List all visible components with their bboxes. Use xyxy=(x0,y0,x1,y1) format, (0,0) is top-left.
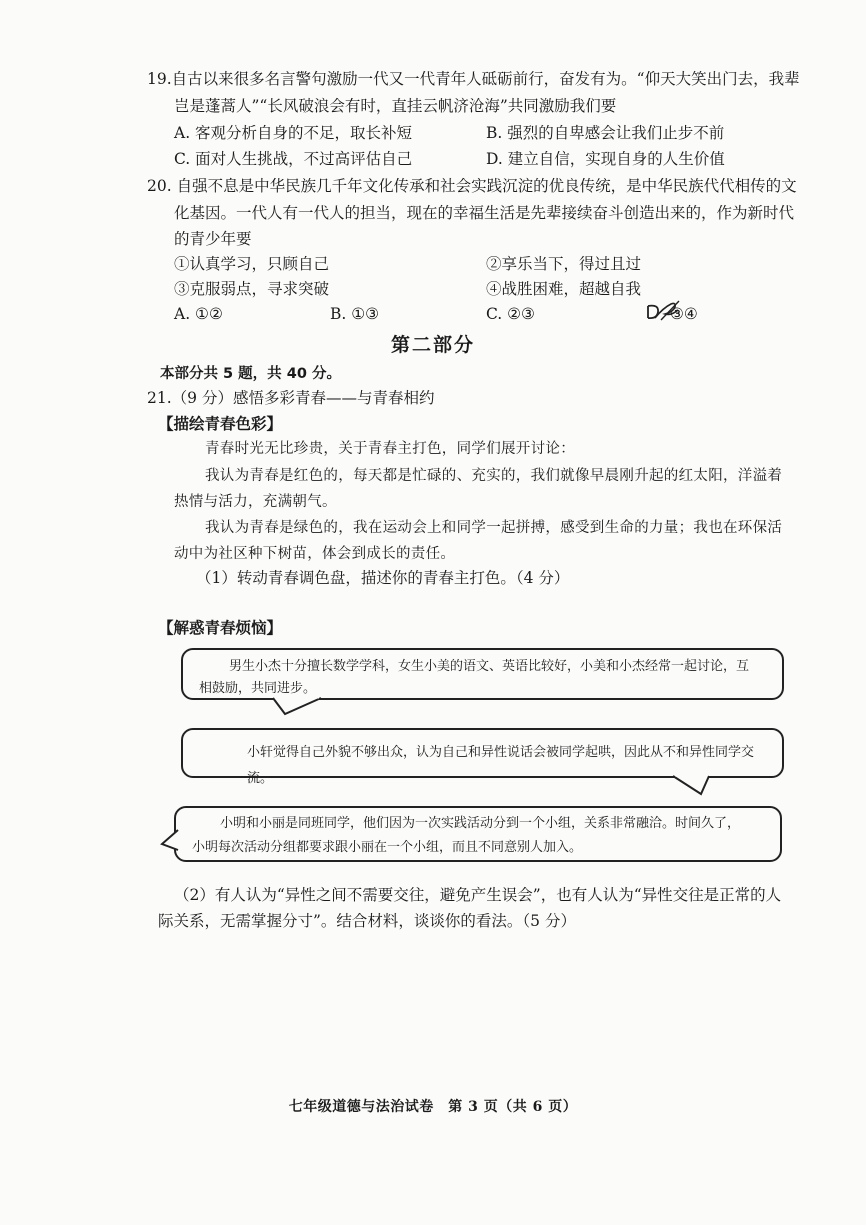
q21-para2-line1: 我认为青春是红色的，每天都是忙碌的、充实的，我们就像早晨刚升起的红太阳，洋溢着 xyxy=(205,468,783,484)
section-heading-colors: 【描绘青春色彩】 xyxy=(158,414,283,433)
q19-option-b: B. 强烈的自卑感会让我们止步不前 xyxy=(486,124,725,142)
q21-subquestion-1: （1）转动青春调色盘，描述你的青春主打色。（4 分） xyxy=(196,569,570,587)
q20-option-c: C. ②③ xyxy=(486,305,535,323)
q21-para3-line2: 动中为社区种下树苗，体会到成长的责任。 xyxy=(174,546,456,562)
bubble3-line1: 小明和小丽是同班同学，他们因为一次实践活动分到一个小组，关系非常融洽。时间久了， xyxy=(220,816,741,831)
q20-option-a: A. ①② xyxy=(174,305,223,323)
q20-item-3: ③克服弱点，寻求突破 xyxy=(174,280,330,298)
speech-bubble-2 xyxy=(181,728,784,786)
bubble-tail-icon xyxy=(673,776,773,798)
bubble1-line1: 男生小杰十分擅长数学学科，女生小美的语文、英语比较好，小美和小杰经常一起讨论，互 xyxy=(229,659,750,674)
q21-para3-line1: 我认为青春是绿色的，我在运动会上和同学一起拼搏，感受到生命的力量；我也在环保活 xyxy=(205,520,783,536)
section-heading-troubles: 【解惑青春烦恼】 xyxy=(158,618,283,637)
q21-para1: 青春时光无比珍贵，关于青春主打色，同学们展开讨论： xyxy=(205,441,575,457)
q21-subquestion-2-line1: （2）有人认为“异性之间不需要交往，避免产生误会”，也有人认为“异性交往是正常的人 xyxy=(174,886,782,904)
bubble2-text: 小轩觉得自己外貌不够出众，认为自己和异性说话会被同学起哄，因此从不和异性同学交流。 xyxy=(247,745,755,786)
q21-subquestion-2-line2: 际关系，无需掌握分寸”。结合材料，谈谈你的看法。（5 分） xyxy=(158,912,576,930)
q19-option-a: A. 客观分析自身的不足，取长补短 xyxy=(174,124,413,142)
bubble1-line2: 相鼓励，共同进步。 xyxy=(199,681,317,696)
q20-item-2: ②享乐当下，得过且过 xyxy=(486,255,642,273)
q20-line3: 的青少年要 xyxy=(174,230,252,248)
bubble3-line2: 小明每次活动分组都要求跟小丽在一个小组，而且不同意别人加入。 xyxy=(192,840,583,855)
bubble-tail-icon xyxy=(273,698,373,718)
part2-intro: 本部分共 5 题，共 40 分。 xyxy=(160,366,341,382)
part2-title: 第二部分 xyxy=(390,334,475,356)
q20-item-1: ①认真学习，只顾自己 xyxy=(174,255,330,273)
q19-line1: 19.自古以来很多名言警句激励一代又一代青年人砥砺前行，奋发有为。“仰天大笑出门去，我辈 xyxy=(147,70,800,88)
speech-bubble-1 xyxy=(181,648,784,700)
page-footer: 七年级道德与法治试卷 第 3 页（共 6 页） xyxy=(288,1099,578,1115)
q20-line1: 20. 自强不息是中华民族几千年文化传承和社会实践沉淀的优良传统，是中华民族代代相传的文 xyxy=(147,177,797,195)
q19-line2: 岂是蓬蒿人”“长风破浪会有时，直挂云帆济沧海”共同激励我们要 xyxy=(174,97,617,115)
q19-option-c: C. 面对人生挑战，不过高评估自己 xyxy=(174,150,413,168)
q20-line2: 化基因。一代人有一代人的担当，现在的幸福生活是先辈接续奋斗创造出来的，作为新时代 xyxy=(174,204,795,222)
q20-option-b: B. ①③ xyxy=(330,305,380,323)
q20-option-d: ③④ xyxy=(670,305,698,323)
q19-option-d: D. 建立自信，实现自身的人生价值 xyxy=(486,150,725,168)
q20-item-4: ④战胜困难，超越自我 xyxy=(486,280,642,298)
speech-bubble-3 xyxy=(174,806,782,862)
bubble-tail-icon xyxy=(162,830,178,854)
q21-para2-line2: 热情与活力，充满朝气。 xyxy=(174,494,337,510)
q21-heading: 21.（9 分）感悟多彩青春——与青春相约 xyxy=(147,389,435,407)
